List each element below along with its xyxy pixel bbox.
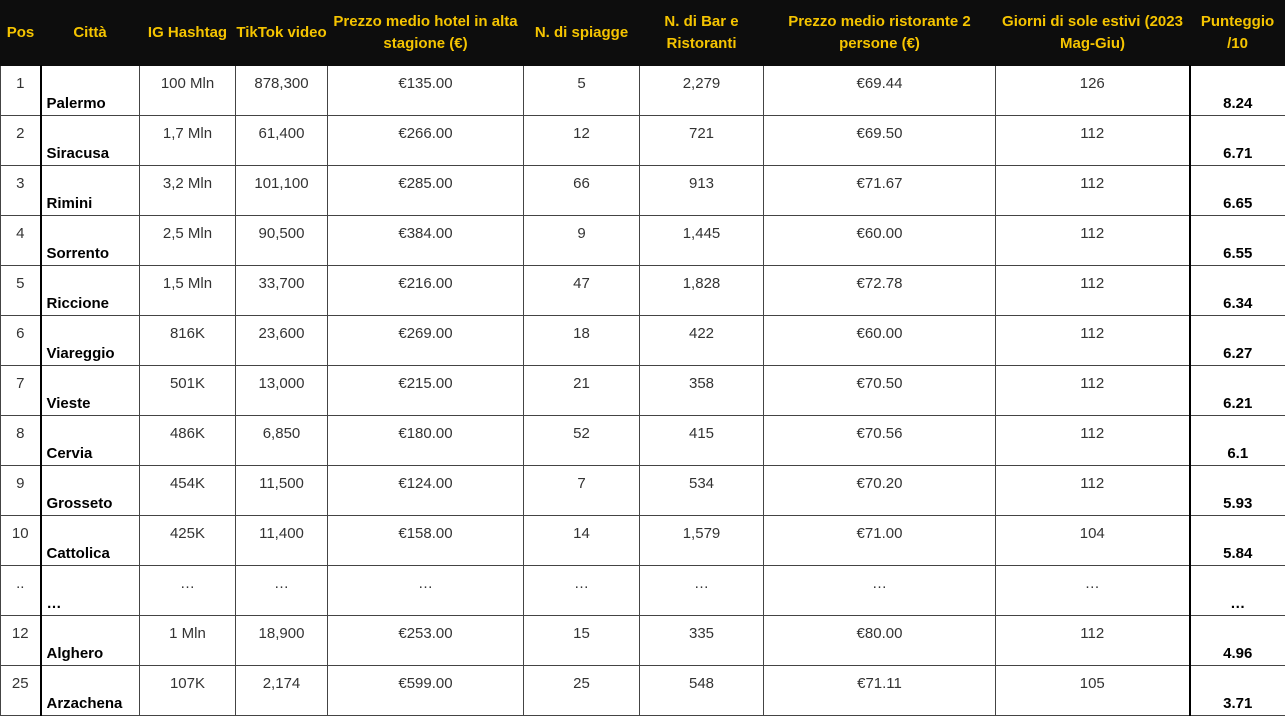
cell-pos: 3 [1,166,41,216]
cell-score: 5.93 [1190,466,1285,516]
cell-hotel-price: €285.00 [328,166,524,216]
cell-beaches: 14 [524,516,640,566]
cell-ig-hashtag: 107K [140,666,236,716]
cell-restaurant-price: €69.50 [764,116,996,166]
cell-hotel-price: €216.00 [328,266,524,316]
header-sunny-days: Giorni di sole estivi (2023 Mag-Giu) [996,1,1190,66]
cell-ig-hashtag: 2,5 Mln [140,216,236,266]
cell-bars-restaurants: 415 [640,416,764,466]
cell-restaurant-price: … [764,566,996,616]
cell-sunny-days: 112 [996,616,1190,666]
cell-beaches: 18 [524,316,640,366]
header-restaurant-price: Prezzo medio ristorante 2 persone (€) [764,1,996,66]
cell-hotel-price: €135.00 [328,66,524,116]
cell-hotel-price: €269.00 [328,316,524,366]
cell-score: 8.24 [1190,66,1285,116]
cell-hotel-price: €180.00 [328,416,524,466]
cell-ig-hashtag: 816K [140,316,236,366]
cell-bars-restaurants: … [640,566,764,616]
cell-tiktok-video: 2,174 [236,666,328,716]
cell-tiktok-video: 878,300 [236,66,328,116]
table-row [1,66,1285,116]
cell-ig-hashtag: 501K [140,366,236,416]
table-row [1,566,1285,616]
cell-score: 6.34 [1190,266,1285,316]
cell-restaurant-price: €60.00 [764,216,996,266]
header-row [1,1,1285,66]
cell-pos: 4 [1,216,41,266]
cell-sunny-days: 112 [996,316,1190,366]
cell-bars-restaurants: 1,579 [640,516,764,566]
cell-city: Riccione [41,266,140,316]
cell-ig-hashtag: 1,7 Mln [140,116,236,166]
cell-ig-hashtag: 1 Mln [140,616,236,666]
cell-pos: 5 [1,266,41,316]
cell-restaurant-price: €69.44 [764,66,996,116]
header-pos: Pos [1,1,41,66]
cell-city: Cattolica [41,516,140,566]
table-row [1,266,1285,316]
cell-bars-restaurants: 358 [640,366,764,416]
cell-city: Viareggio [41,316,140,366]
cell-bars-restaurants: 422 [640,316,764,366]
cell-beaches: 5 [524,66,640,116]
cell-pos: 10 [1,516,41,566]
cell-hotel-price: €599.00 [328,666,524,716]
cell-pos: .. [1,566,41,616]
cell-tiktok-video: 11,400 [236,516,328,566]
cell-beaches: 25 [524,666,640,716]
cell-city: Cervia [41,416,140,466]
cell-hotel-price: €215.00 [328,366,524,416]
cell-beaches: 21 [524,366,640,416]
table-row [1,366,1285,416]
cell-score: 6.21 [1190,366,1285,416]
table-row [1,516,1285,566]
cell-sunny-days: 112 [996,416,1190,466]
header-ig-hashtag: IG Hashtag [140,1,236,66]
cell-score: 3.71 [1190,666,1285,716]
cell-city: Sorrento [41,216,140,266]
cell-ig-hashtag: 425K [140,516,236,566]
cell-city: Arzachena [41,666,140,716]
header-score: Punteggio /10 [1190,1,1285,66]
cell-pos: 12 [1,616,41,666]
cell-score: … [1190,566,1285,616]
cell-restaurant-price: €80.00 [764,616,996,666]
table-row [1,416,1285,466]
table-row [1,316,1285,366]
table-row [1,616,1285,666]
cell-city: Alghero [41,616,140,666]
cell-bars-restaurants: 721 [640,116,764,166]
cell-restaurant-price: €60.00 [764,316,996,366]
cell-bars-restaurants: 534 [640,466,764,516]
cell-city: … [41,566,140,616]
cell-city: Grosseto [41,466,140,516]
cell-score: 6.65 [1190,166,1285,216]
cell-sunny-days: 105 [996,666,1190,716]
cell-sunny-days: 112 [996,166,1190,216]
cell-city: Siracusa [41,116,140,166]
cell-tiktok-video: 11,500 [236,466,328,516]
cell-beaches: … [524,566,640,616]
cell-ig-hashtag: 100 Mln [140,66,236,116]
cell-sunny-days: 112 [996,366,1190,416]
cell-pos: 25 [1,666,41,716]
table-row [1,666,1285,716]
cell-score: 6.55 [1190,216,1285,266]
cell-tiktok-video: … [236,566,328,616]
cell-sunny-days: … [996,566,1190,616]
cell-beaches: 52 [524,416,640,466]
cell-tiktok-video: 61,400 [236,116,328,166]
cell-sunny-days: 112 [996,116,1190,166]
cell-tiktok-video: 101,100 [236,166,328,216]
cell-hotel-price: €158.00 [328,516,524,566]
cell-ig-hashtag: … [140,566,236,616]
cell-beaches: 66 [524,166,640,216]
header-tiktok-video: TikTok video [236,1,328,66]
cell-bars-restaurants: 2,279 [640,66,764,116]
cell-hotel-price: … [328,566,524,616]
cell-beaches: 47 [524,266,640,316]
cell-sunny-days: 112 [996,216,1190,266]
cell-restaurant-price: €70.20 [764,466,996,516]
cell-ig-hashtag: 486K [140,416,236,466]
cell-score: 6.1 [1190,416,1285,466]
cell-beaches: 9 [524,216,640,266]
cell-tiktok-video: 6,850 [236,416,328,466]
cell-city: Palermo [41,66,140,116]
cell-pos: 7 [1,366,41,416]
cell-restaurant-price: €70.56 [764,416,996,466]
table-row [1,466,1285,516]
cell-city: Vieste [41,366,140,416]
cell-sunny-days: 104 [996,516,1190,566]
cell-tiktok-video: 23,600 [236,316,328,366]
table-row [1,216,1285,266]
cell-restaurant-price: €71.11 [764,666,996,716]
cell-hotel-price: €124.00 [328,466,524,516]
cell-bars-restaurants: 913 [640,166,764,216]
table-row [1,166,1285,216]
header-beaches: N. di spiagge [524,1,640,66]
cell-city: Rimini [41,166,140,216]
cell-pos: 9 [1,466,41,516]
table-row [1,116,1285,166]
cell-sunny-days: 112 [996,466,1190,516]
cell-pos: 6 [1,316,41,366]
cell-beaches: 7 [524,466,640,516]
cell-ig-hashtag: 454K [140,466,236,516]
cell-ig-hashtag: 3,2 Mln [140,166,236,216]
header-hotel-price: Prezzo medio hotel in alta stagione (€) [328,1,524,66]
cell-score: 4.96 [1190,616,1285,666]
cell-restaurant-price: €72.78 [764,266,996,316]
cell-sunny-days: 112 [996,266,1190,316]
cell-pos: 8 [1,416,41,466]
cell-score: 5.84 [1190,516,1285,566]
cell-pos: 2 [1,116,41,166]
cell-tiktok-video: 33,700 [236,266,328,316]
cell-score: 6.27 [1190,316,1285,366]
cell-restaurant-price: €71.00 [764,516,996,566]
cell-pos: 1 [1,66,41,116]
cell-hotel-price: €253.00 [328,616,524,666]
cell-tiktok-video: 90,500 [236,216,328,266]
cell-tiktok-video: 13,000 [236,366,328,416]
cell-ig-hashtag: 1,5 Mln [140,266,236,316]
cell-bars-restaurants: 1,828 [640,266,764,316]
cell-bars-restaurants: 1,445 [640,216,764,266]
cell-beaches: 12 [524,116,640,166]
header-citta: Città [41,1,140,66]
cell-restaurant-price: €70.50 [764,366,996,416]
cell-bars-restaurants: 335 [640,616,764,666]
header-bars-restaurants: N. di Bar e Ristoranti [640,1,764,66]
cell-sunny-days: 126 [996,66,1190,116]
cell-hotel-price: €266.00 [328,116,524,166]
cell-beaches: 15 [524,616,640,666]
cell-bars-restaurants: 548 [640,666,764,716]
cell-hotel-price: €384.00 [328,216,524,266]
cell-score: 6.71 [1190,116,1285,166]
cell-tiktok-video: 18,900 [236,616,328,666]
cell-restaurant-price: €71.67 [764,166,996,216]
